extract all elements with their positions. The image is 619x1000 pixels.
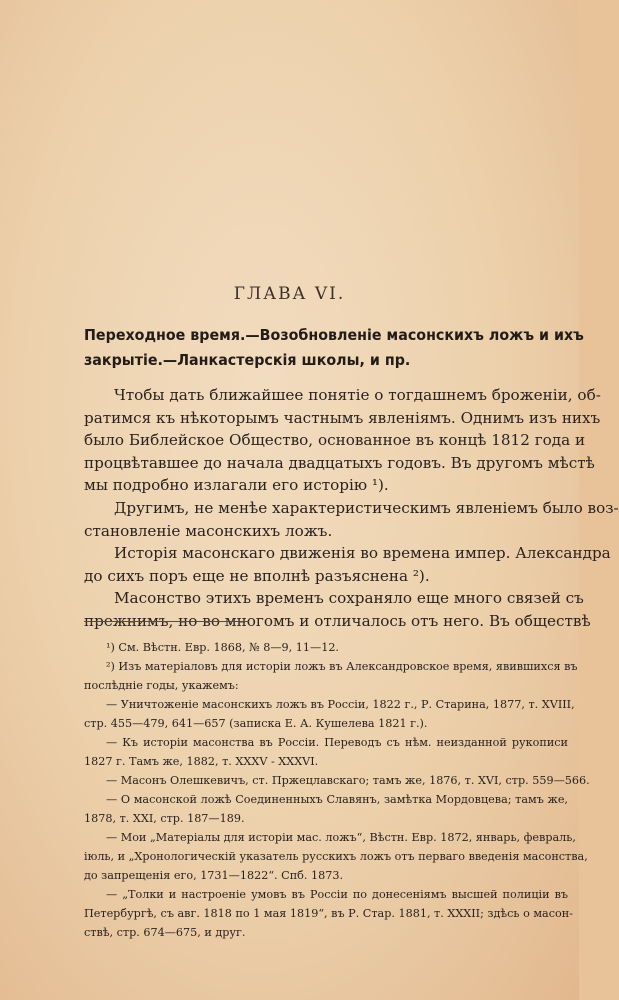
subtitle-line-1: Переходное время.—Возобновленіе масонскихъ ложъ и ихъ: [84, 326, 584, 344]
footnotes: [84, 638, 590, 942]
footnote-line: — Къ исторіи масонства въ Россіи. Переводъ съ нѣм. неизданной рукописи: [106, 736, 568, 749]
footnote-line: стр. 455—479, 641—657 (записка Е. А. Кушелева 1821 г.).: [84, 717, 428, 730]
body-line: было Библейское Общество, основанное въ концѣ 1812 года и: [84, 431, 586, 450]
footnote-line: 1878, т. XXI, стр. 187—189.: [84, 812, 245, 825]
body-line: Исторія масонскаго движенія во времена импер. Александра: [114, 544, 611, 563]
footnote-line: послѣдніе годы, укажемъ:: [84, 679, 239, 692]
footnote-line: — Масонъ Олешкевичъ, ст. Пржецлавскаго; тамъ же, 1876, т. XVI, стр. 559—566.: [106, 774, 590, 787]
body-line: ратимся къ нѣкоторымъ частнымъ явленіямъ. Однимъ изъ нихъ: [84, 408, 601, 427]
footnote-divider: [84, 621, 249, 622]
footnote-line: ²) Изъ матеріаловъ для исторіи ложъ въ Александровское время, явившихся въ: [106, 660, 578, 673]
chapter-subtitle: [84, 323, 584, 373]
footnote-line: до запрещенія его, 1731—1822“. Спб. 1873.: [84, 869, 344, 882]
body-line: прежнимъ, но во многомъ и отличалось отъ него. Въ обществѣ: [84, 611, 591, 630]
footnote-line: ствѣ, стр. 674—675, и друг.: [84, 926, 246, 939]
footnote-line: — О масонской ложѣ Соединенныхъ Славянъ, замѣтка Мордовцева; тамъ же,: [106, 793, 568, 806]
chapter-heading: ГЛАВА VI.: [233, 284, 346, 304]
footnote-line: 1827 г. Тамъ же, 1882, т. XXXV - XXXVI.: [84, 755, 319, 768]
body-line: процвѣтавшее до начала двадцатыхъ годовъ. Въ другомъ мѣстѣ: [84, 453, 595, 472]
body-line: Масонство этихъ временъ сохраняло еще много связей съ: [114, 589, 584, 608]
footnote-line: — „Толки и настроеніе умовъ въ Россіи по донесеніямъ высшей полиціи въ: [106, 888, 568, 901]
footnote-line: іюль, и „Хронологическій указатель русскихъ ложъ отъ перваго введенія масонства,: [84, 850, 588, 863]
footnote-line: — Уничтоженіе масонскихъ ложъ въ Россіи, 1822 г., Р. Старина, 1877, т. XVIII,: [106, 698, 575, 711]
body-line: Чтобы дать ближайшее понятіе о тогдашнемъ броженіи, об-: [114, 386, 601, 404]
body-text: [84, 384, 619, 633]
footnote-line: — Мои „Матеріалы для исторіи мас. ложъ“, Вѣстн. Евр. 1872, январь, февраль,: [106, 831, 576, 844]
body-line: до сихъ поръ еще не вполнѣ разъяснена ²).: [84, 566, 430, 585]
body-line: мы подробно излагали его исторію ¹).: [84, 476, 389, 495]
body-line: Другимъ, не менѣе характеристическимъ явленіемъ было воз-: [114, 498, 619, 517]
subtitle-line-2: закрытіе.—Ланкастерскія школы, и пр.: [84, 351, 411, 369]
body-line: становленіе масонскихъ ложъ.: [84, 521, 333, 540]
footnote-line: ¹) См. Вѣстн. Евр. 1868, № 8—9, 11—12.: [106, 641, 339, 654]
footnote-line: Петербургѣ, съ авг. 1818 по 1 мая 1819“, въ Р. Стар. 1881, т. XXXII; здѣсь о масон-: [84, 907, 573, 920]
